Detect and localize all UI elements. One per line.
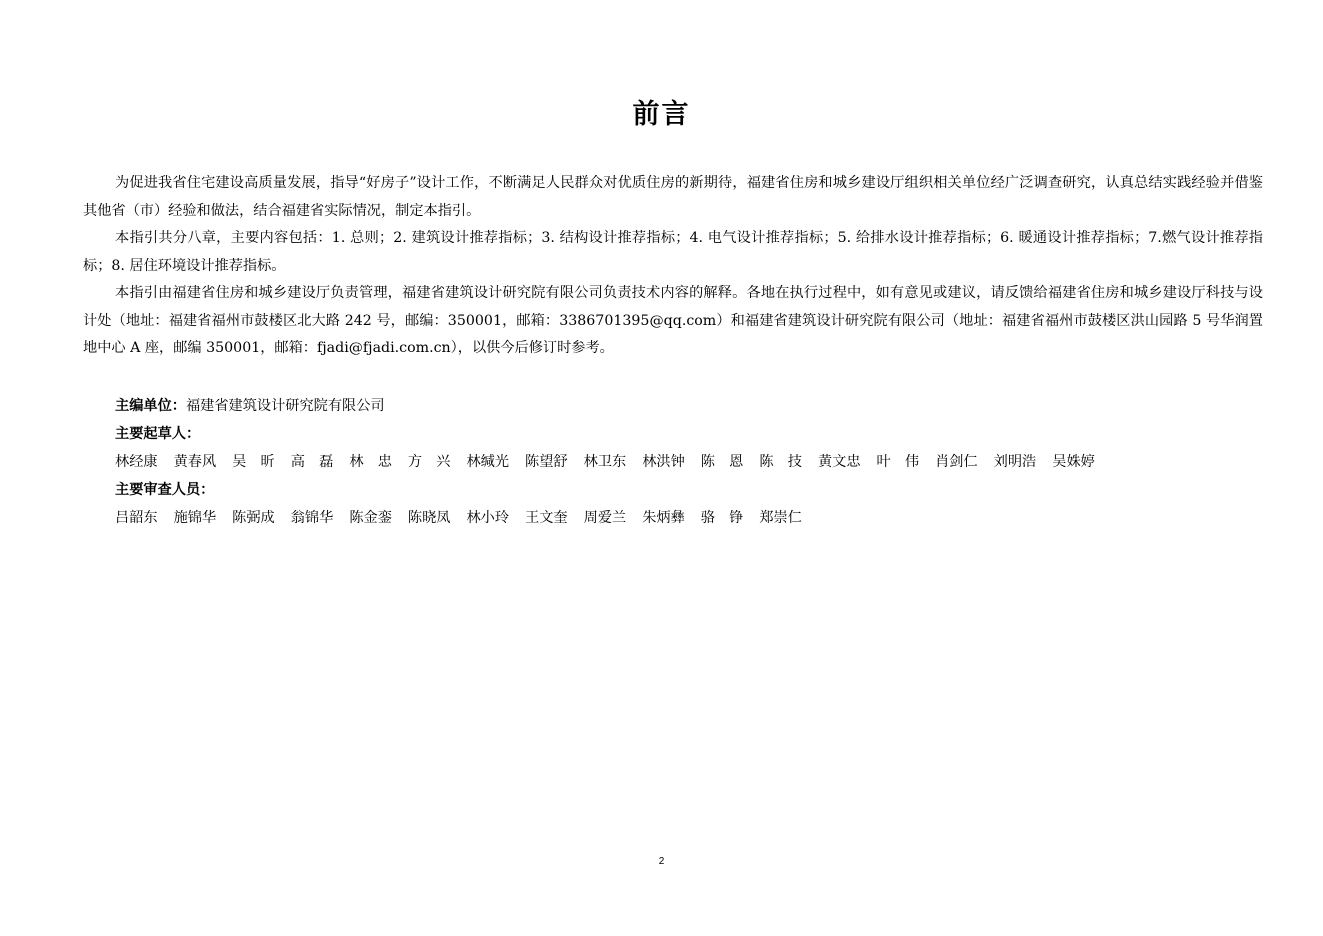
drafter-name: 林 忠 <box>349 454 392 470</box>
drafter-name: 吴 昕 <box>232 454 275 470</box>
drafter-name: 肖剑仁 <box>935 454 978 470</box>
drafter-name: 刘明浩 <box>993 454 1037 470</box>
reviewers-names <box>115 504 1265 532</box>
reviewers-label-line <box>115 476 1265 504</box>
page-number: 2 <box>658 856 665 867</box>
drafter-name: 高 磊 <box>290 454 334 470</box>
drafters-names <box>115 448 1265 476</box>
reviewer-name: 朱炳彝 <box>642 510 685 526</box>
drafter-name: 黄文忠 <box>817 454 861 470</box>
reviewers-label: 主要审查人员： <box>115 482 215 498</box>
page-title: 前言 <box>632 99 691 130</box>
reviewer-name: 林小玲 <box>466 510 510 526</box>
reviewer-name: 翁锦华 <box>290 510 334 526</box>
drafter-name: 方 兴 <box>407 454 451 470</box>
reviewer-name: 陈晓凤 <box>407 510 451 526</box>
drafters-label-line <box>115 420 1265 448</box>
drafter-name: 黄春风 <box>173 454 217 470</box>
reviewer-name: 骆 铮 <box>700 510 744 526</box>
chief-editor-value: 福建省建筑设计研究院有限公司 <box>185 398 385 414</box>
drafter-name: 陈 恩 <box>700 454 744 470</box>
reviewer-name: 王文奎 <box>525 510 568 526</box>
drafter-name: 林卫东 <box>583 454 627 470</box>
paragraph-purpose: 为促进我省住宅建设高质量发展，指导“好房子”设计工作，不断满足人民群众对优质住房的新期待，福建省住房和城乡建设厅组织相关单位经广泛调查研究，认真总结实践经验并借鉴其他省（市）经验和做法，结合福建省实际情况，制定本指引。 <box>83 175 1263 219</box>
reviewer-name: 陈弼成 <box>232 510 275 526</box>
drafter-name: 吴姝婷 <box>1052 454 1095 470</box>
reviewer-name: 施锦华 <box>173 510 217 526</box>
drafter-name: 林洪钟 <box>642 454 685 470</box>
preface-body <box>83 170 1263 363</box>
drafter-name: 陈望舒 <box>525 454 568 470</box>
reviewer-name: 周爱兰 <box>583 510 627 526</box>
reviewer-name: 吕韶东 <box>115 510 158 526</box>
drafter-name: 陈 技 <box>759 454 802 470</box>
chief-editor-label: 主编单位： <box>115 398 186 414</box>
reviewer-name: 陈金銮 <box>349 510 392 526</box>
drafter-name: 林经康 <box>115 454 158 470</box>
reviewer-name: 郑崇仁 <box>759 510 802 526</box>
paragraph-management: 本指引由福建省住房和城乡建设厅负责管理，福建省建筑设计研究院有限公司负责技术内容的解释。各地在执行过程中，如有意见或建议，请反馈给福建省住房和城乡建设厅科技与设计处（地址：福建省福州市鼓楼区北大路 242 号，邮编：350001，邮箱：3386701395@qq.com）和福建省建筑设计研究院有限公司（地址：福建省福州市鼓楼区洪山园路 5 号华润置地中心 A 座，邮编 350001，邮箱：fjadi@fjadi.com.cn），以供今后修订时参考。 <box>83 285 1263 356</box>
credits-section <box>115 392 1265 532</box>
drafter-name: 林缄光 <box>466 454 510 470</box>
paragraph-contents: 本指引共分八章，主要内容包括：1. 总则；2. 建筑设计推荐指标；3. 结构设计推荐指标；4. 电气设计推荐指标；5. 给排水设计推荐指标；6. 暖通设计推荐指标；7.燃气设计推荐指标；8. 居住环境设计推荐指标。 <box>83 230 1263 274</box>
drafter-name: 叶 伟 <box>876 454 920 470</box>
drafters-label: 主要起草人： <box>115 426 201 442</box>
chief-editor-line <box>115 392 1265 420</box>
